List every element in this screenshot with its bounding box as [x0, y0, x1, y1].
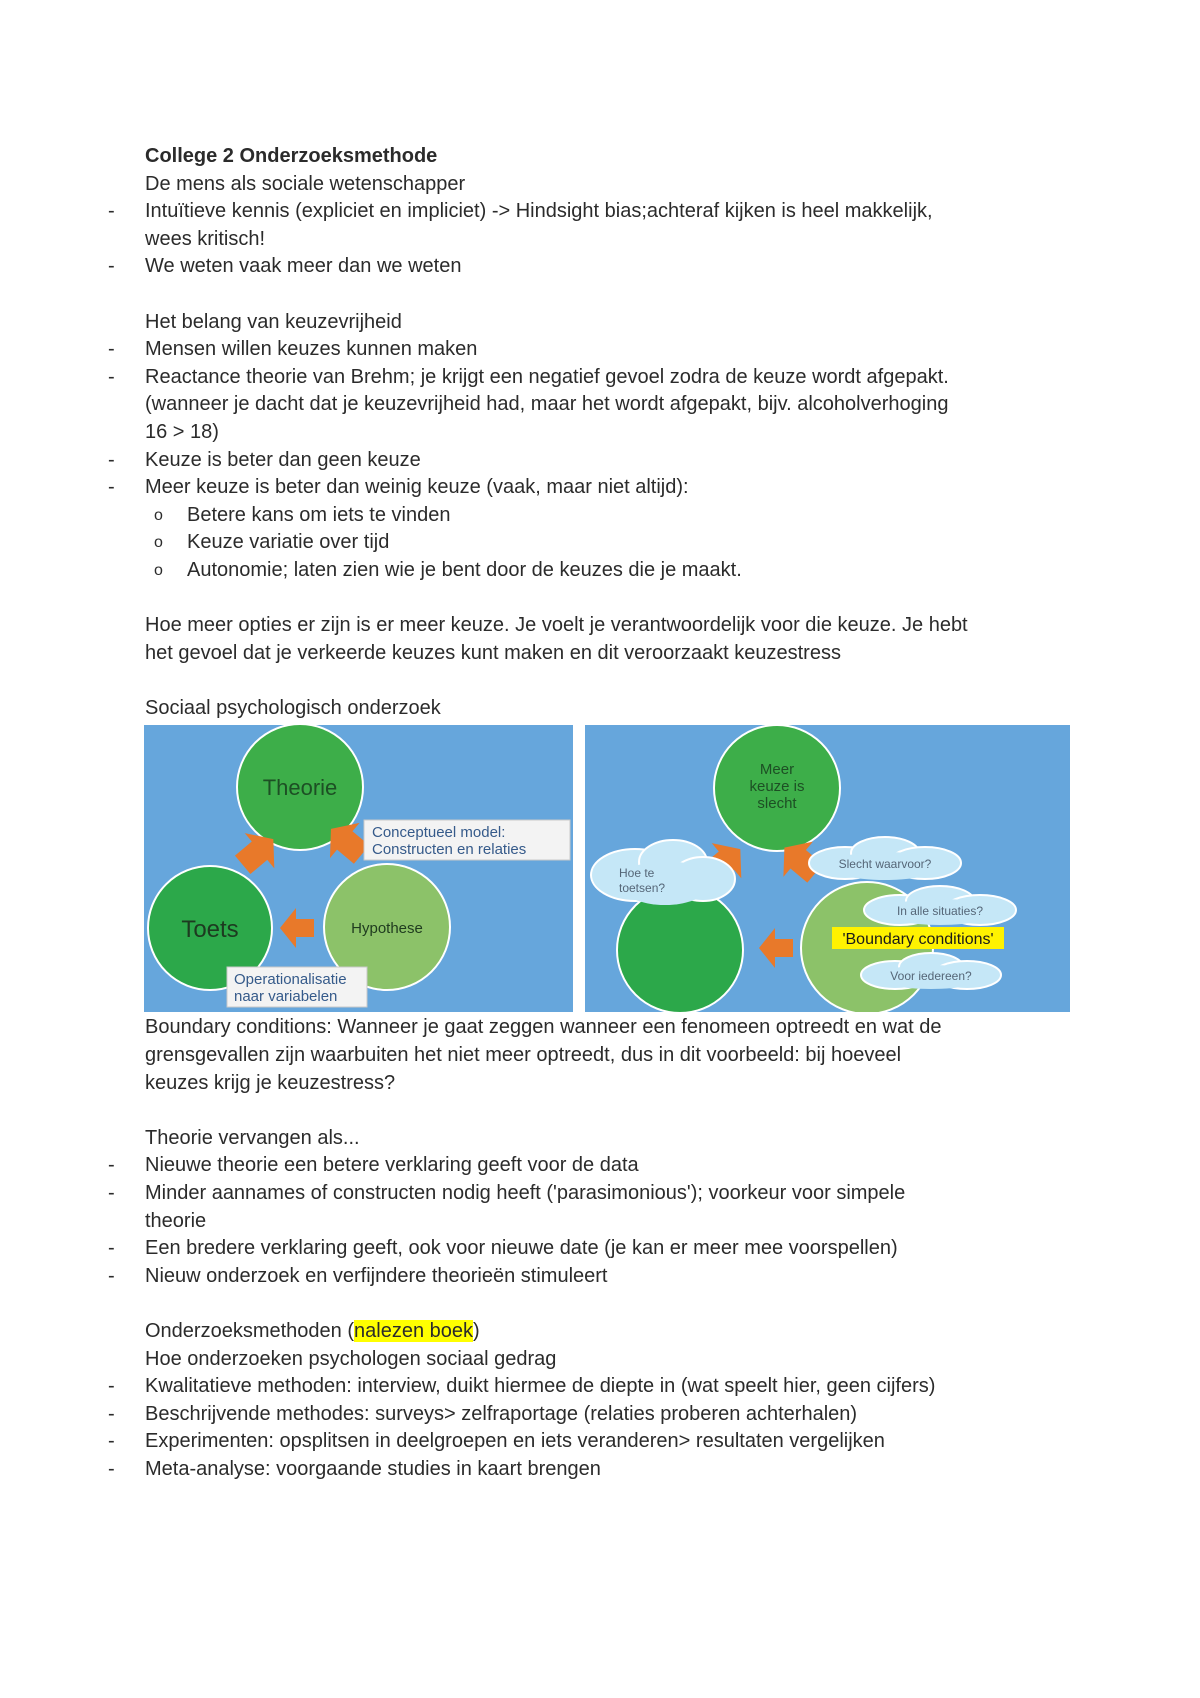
dash-bullet: - [108, 476, 115, 499]
dash-bullet: - [108, 1154, 115, 1177]
dash-bullet: - [108, 1375, 115, 1398]
svg-text:Hoe te: Hoe te [619, 866, 655, 881]
section-heading-theorie-vervangen: Theorie vervangen als... [145, 1126, 360, 1149]
list-item: - Kwalitatieve methoden: interview, duikt hiermee de diepte in (wat speelt hier, geen cijfers) [145, 1373, 1075, 1401]
section-heading-onderzoek: Sociaal psychologisch onderzoek [145, 696, 441, 719]
dash-bullet: - [108, 365, 115, 388]
hypothese-label: Hypothese [351, 920, 423, 938]
dash-bullet: - [108, 255, 115, 278]
list-item: - Mensen willen keuzes kunnen maken [145, 336, 1075, 364]
svg-text:Slecht waarvoor?: Slecht waarvoor? [838, 857, 932, 872]
boundary-conditions-label: 'Boundary conditions' [842, 931, 994, 949]
paragraph-keuzestress: Hoe meer opties er zijn is er meer keuze. Je voelt je verantwoordelijk voor die keuze. Je hebt [145, 614, 968, 637]
dash-bullet: - [108, 448, 115, 471]
cloud-slecht-waarvoor [809, 837, 961, 880]
cloud-hoe-te-toetsen [591, 840, 735, 905]
paragraph-boundary-conditions: Boundary conditions: Wanneer je gaat zeggen wanneer een fenomeen optreedt en wat de [145, 1016, 942, 1039]
section-heading-keuzevrijheid: Het belang van keuzevrijheid [145, 310, 402, 333]
arrow-icon [280, 908, 314, 948]
sub-list-item: o Keuze variatie over tijd [145, 529, 1075, 557]
sub-list-item: o Betere kans om iets te vinden [145, 502, 1075, 530]
svg-text:Constructen en relaties: Constructen en relaties [372, 841, 527, 859]
list-item: - Nieuw onderzoek en verfijndere theorieën stimuleert [145, 1263, 1075, 1291]
circle-bullet: o [154, 561, 163, 579]
dash-bullet: - [108, 1402, 115, 1425]
figure-research-cycle [144, 725, 573, 1012]
subheading-sociaal-gedrag: Hoe onderzoeken psychologen sociaal gedrag [145, 1347, 557, 1370]
sub-list-item: o Autonomie; laten zien wie je bent door de keuzes die je maakt. [145, 557, 1075, 585]
dash-bullet: - [108, 1237, 115, 1260]
list-item: - Reactance theorie van Brehm; je krijgt een negatief gevoel zodra de keuze wordt afgepakt. (wanneer je dacht dat je keuzevrijheid had, maar het wordt afgepakt, bijv. alcoholverhoging 16 > 18) [108, 365, 949, 443]
section-heading-onderzoeksmethoden: Onderzoeksmethoden (nalezen boek) [145, 1320, 480, 1342]
svg-text:Conceptueel model:: Conceptueel model: [372, 824, 506, 842]
document-title: College 2 Onderzoeksmethode [145, 145, 438, 167]
svg-text:Voor iedereen?: Voor iedereen? [890, 969, 972, 984]
svg-text:Meer: Meer [759, 761, 795, 779]
list-item: - Minder aannames of constructen nodig heeft ('parasimonious'); voorkeur voor simpele theorie [108, 1182, 906, 1232]
svg-text:naar variabelen: naar variabelen [234, 988, 338, 1006]
list-item: - Nieuwe theorie een betere verklaring geeft voor de data [145, 1152, 1075, 1180]
highlight-nalezen-boek: nalezen boek [354, 1320, 473, 1342]
circle-bullet: o [154, 506, 163, 524]
list-item: - Intuïtieve kennis (expliciet en impliciet) -> Hindsight bias;achteraf kijken is heel makkelijk, wees kritisch! [108, 200, 933, 250]
toets-circle [617, 887, 743, 1012]
dash-bullet: - [108, 338, 115, 361]
circle-bullet: o [154, 534, 163, 552]
dash-bullet: - [108, 1182, 115, 1205]
dash-bullet: - [108, 200, 115, 223]
figure-boundary-conditions [585, 725, 1070, 1012]
list-item: - Keuze is beter dan geen keuze [145, 447, 1075, 475]
theorie-label: Theorie [262, 775, 338, 801]
svg-text:toetsen?: toetsen? [619, 881, 666, 896]
list-item: - We weten vaak meer dan we weten [145, 253, 1075, 281]
arrow-icon [759, 928, 793, 968]
figures-row [144, 725, 1075, 1012]
document-body: College 2 Onderzoeksmethode De mens als sociale wetenschapper - Intuïtieve kennis (expliciet en impliciet) -> Hindsight bias;achteraf kijken is heel makkelijk, wees kritisch! - We weten vaak meer dan we weten Het belang van keuzevrijheid - Mensen willen keuzes kunnen maken - Reactance theorie van Brehm; je krijgt een negatief gevoel zodra de keuze wordt afgepakt. (wanneer je dacht dat je keuzevrijheid had, maar het wordt afgepakt, bijv. alcoholverhoging 16 > 18) - Keuze is beter dan geen keuze - Meer keuze is beter dan weinig keuze (vaak, maar niet altijd): o Betere kans om iets te vinden o Keuze variatie over tijd o Autonomie; laten zien wie je bent door de keuzes die je maakt. Hoe meer opties er zijn is er meer keuze. Je voelt je verantwoordelijk voor die keuze. Je hebt het gevoel dat je verkeerde keuzes kunt maken en dit veroorzaakt keuzestress Sociaal psychologisch onderzoek Theorie Toets Hypothese Conceptueel model: Constructen en relaties Operationalisatie naar variabelen Meer keuze is slecht Hoe te toetsen? Slecht waarvoor? In alle situaties? 'Boundary conditions' Voor iedereen? Boundary conditions: Wanneer je gaat zeggen wanneer een fenomeen optreedt en wat de grensgevallen zijn waarbuiten het niet meer optreedt, dus in dit voorbeeld: bij hoeveel keuzes krijg je keuzestress? Theorie vervangen als... - Nieuwe theorie een betere verklaring geeft voor de data - Minder aannames of constructen nodig heeft ('parasimonious'); voorkeur voor simpele theorie - Een bredere verklaring geeft, ook voor nieuwe date (je kan er meer mee voorspellen) - Nieuw onderzoek en verfijndere theorieën stimuleert Onderzoeksmethoden (nalezen boek) Hoe onderzoeken psychologen sociaal gedrag - Kwalitatieve methoden: interview, duikt hiermee de diepte in (wat speelt hier, geen cijfers) - Beschrijvende methodes: surveys> zelfraportage (relaties proberen achterhalen) - Experimenten: opsplitsen in deelgroepen en iets veranderen> resultaten vergelijken - Meta-analyse: voorgaande studies in kaart brengen [145, 143, 1075, 1484]
list-item: - Een bredere verklaring geeft, ook voor nieuwe date (je kan er meer mee voorspellen) [145, 1235, 1075, 1263]
dash-bullet: - [108, 1264, 115, 1287]
svg-text:slecht: slecht [757, 795, 797, 813]
list-item: - Beschrijvende methodes: surveys> zelfraportage (relaties proberen achterhalen) [145, 1401, 1075, 1429]
toets-label: Toets [181, 916, 239, 944]
list-item: - Meer keuze is beter dan weinig keuze (vaak, maar niet altijd): [145, 474, 1075, 502]
section-heading-sociale-wetenschapper: De mens als sociale wetenschapper [145, 172, 466, 195]
svg-text:Operationalisatie: Operationalisatie [234, 971, 347, 989]
svg-text:keuze is: keuze is [749, 778, 805, 796]
dash-bullet: - [108, 1430, 115, 1453]
svg-text:In alle situaties?: In alle situaties? [896, 904, 984, 919]
dash-bullet: - [108, 1457, 115, 1480]
list-item: - Experimenten: opsplitsen in deelgroepen en iets veranderen> resultaten vergelijken [145, 1428, 1075, 1456]
list-item: - Meta-analyse: voorgaande studies in kaart brengen [145, 1456, 1075, 1484]
